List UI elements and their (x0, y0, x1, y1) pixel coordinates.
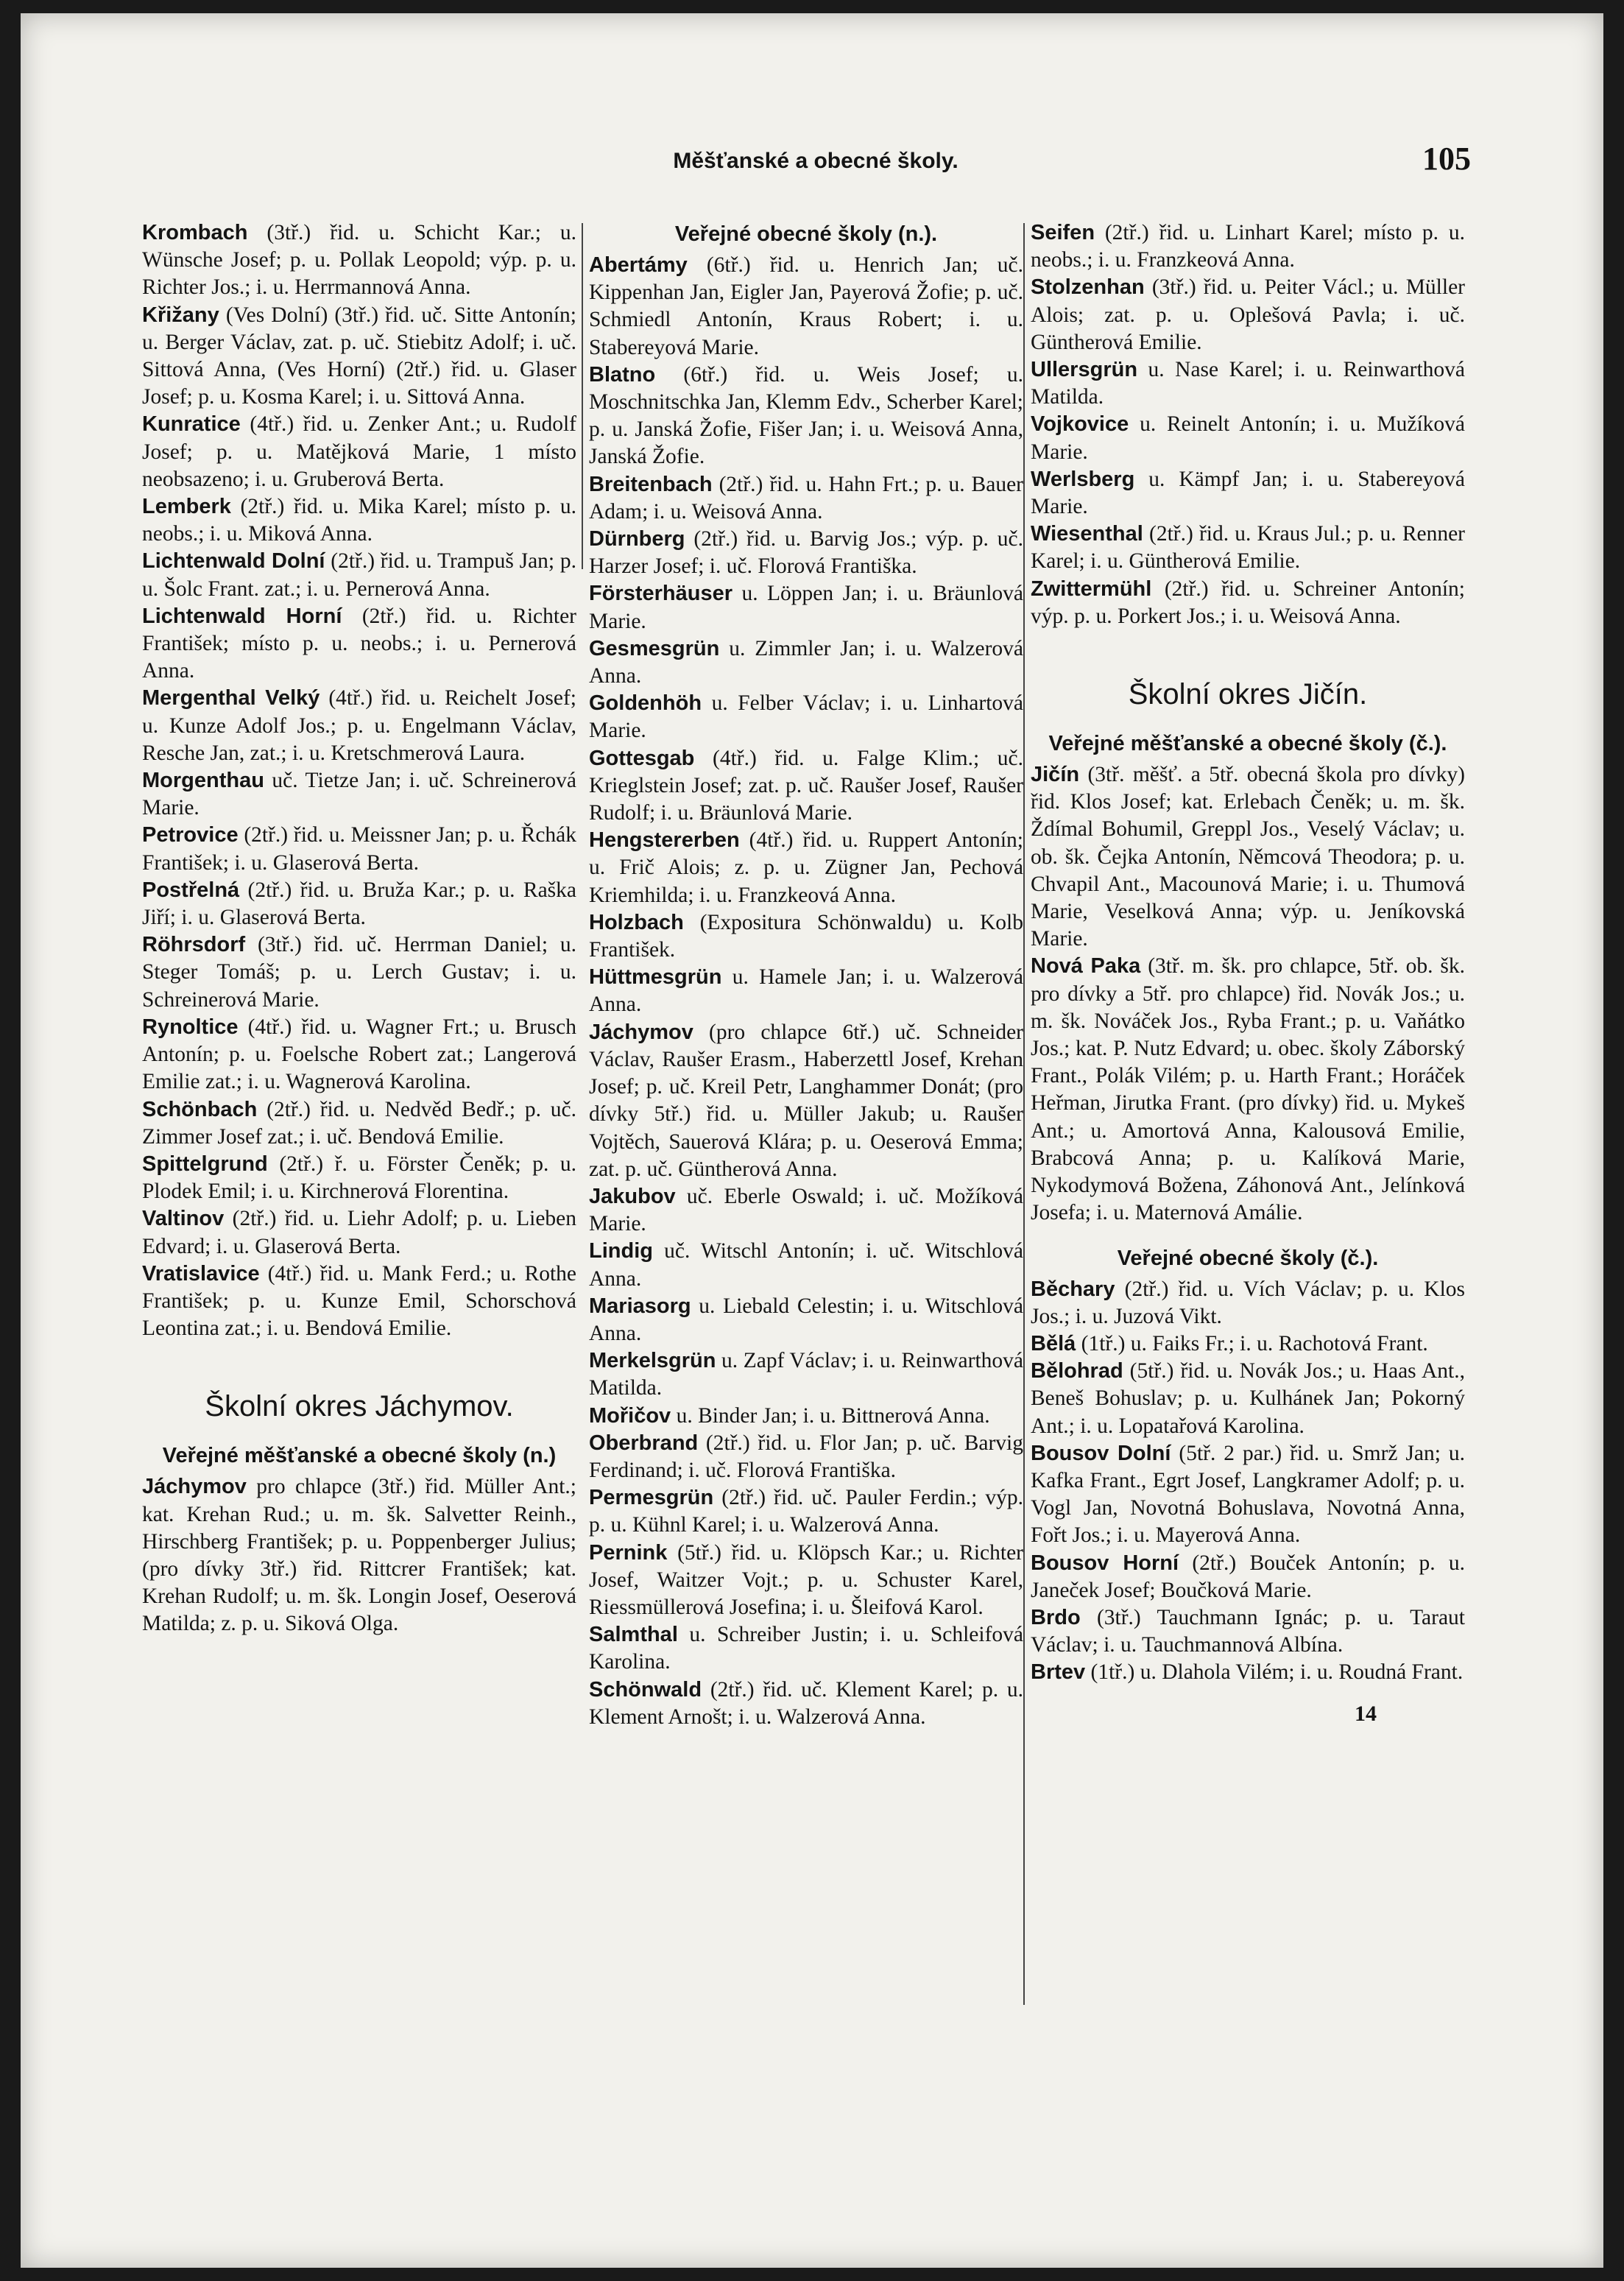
entry-text: (6tř.) řid. u. Weis Josef; u. Moschnitschka Jan, Klemm Edv., Scherber Karel; p. u. Janská Žofie, Fišer Jan; i. u. Weisová Anna, Janská Žofie. (589, 362, 1024, 469)
directory-entry (142, 302, 576, 412)
entry-text: (5tř.) řid. u. Novák Jos.; u. Haas Ant., Beneš Bohuslav; p. u. Kulhánek Jan; Pokorný Ant.; i. u. Lopatařová Karolina. (1031, 1359, 1465, 1438)
place-name: Werlsberg (1031, 467, 1135, 491)
entry-text: (2tř.) řid. u. Barvig Jos.; výp. p. uč. Harzer Josef; i. uč. Florová Františka. (589, 527, 1024, 579)
entry-text: (2tř.) řid. u. Linhart Karel; místo p. u. neobs.; i. u. Franzkeová Anna. (1031, 221, 1466, 272)
place-name: Jakubov (589, 1184, 676, 1208)
entry-text: (2tř.) řid. u. Nedvěd Bedř.; p. uč. Zimmer Josef zat.; i. uč. Bendová Emilie. (142, 1097, 577, 1149)
entry-text: (2tř.) řid. u. Schreiner Antonín; výp. p. u. Porkert Jos.; i. u. Weisová Anna. (1031, 577, 1466, 628)
entry-text: u. Löppen Jan; i. u. Bräunlová Marie. (589, 582, 1024, 633)
place-name: Gesmesgrün (589, 636, 720, 660)
entry-text: (5tř. 2 par.) řid. u. Smrž Jan; u. Kafka Frant., Egrt Josef, Langkramer Adolf; p. u. Vogl Jan, Novotná Bohuslava, Novotná Anna, Fořt Jos.; i. u. Mayerová Anna. (1031, 1441, 1465, 1548)
place-name: Vratislavice (142, 1261, 260, 1286)
entry-text: u. Liebald Celestin; i. u. Witschlová Anna. (589, 1294, 1024, 1345)
directory-entry (589, 745, 1023, 828)
directory-entry (589, 1540, 1023, 1622)
entry-text: (3tř. m. šk. pro chlapce, 5tř. ob. šk. pro dívky a 5tř. pro chlapce) řid. Novák Jos.; u. m. šk. Nováček Jos., Ryba Frant.; p. u. Vaňátko Jos.; kat. P. Nutz Edvard; u. obec. školy Záborský Frant., Polák Vilém; p. u. Harth Frant.; Horáček Heřman, Jirutka Frant. (pro dívky) řid. u. Mykeš Ant.; u. Amortová Anna, Kalousová Emilie, Brabcová Anna; p. u. Kalíková Marie, Nykodymová Božena, Záhonová Ant., Jelínková Josefa; i. u. Maternová Amálie. (1031, 954, 1466, 1225)
place-name: Seifen (1031, 221, 1095, 244)
directory-entry (1031, 521, 1465, 575)
subheading-mestanske-n: Veřejné měšťanské a obecné školy (n.) (162, 1444, 557, 1468)
place-name: Běchary (1031, 1277, 1115, 1301)
place-name: Mořičov (589, 1403, 671, 1428)
place-name: Rynoltice (142, 1015, 239, 1039)
entry-text: u. Kämpf Jan; i. u. Stabereyová Marie. (1031, 467, 1466, 519)
entry-text: (2tř.) řid. u. Mika Karel; místo p. u. neobs.; i. u. Miková Anna. (142, 495, 576, 546)
section-title-jachymov: Školní okres Jáchymov. (205, 1390, 514, 1423)
directory-entry (1031, 1604, 1465, 1659)
place-name: Morgenthau (142, 769, 264, 793)
directory-entry (589, 827, 1023, 909)
place-name: Breitenbach (589, 472, 713, 496)
entry-text: (5tř.) řid. u. Klöpsch Kar.; u. Richter Josef, Waitzer Vojt.; p. u. Schuster Karel, Riessmüllerová Josefina; i. u. Šleifová Karol. (589, 1540, 1023, 1619)
place-name: Ullersgrün (1031, 358, 1138, 382)
directory-entry (1031, 761, 1465, 953)
directory-entry (589, 964, 1023, 1018)
place-name: Spittelgrund (142, 1152, 268, 1176)
directory-entry (1031, 274, 1465, 356)
entry-text: u. Nase Karel; i. u. Reinwarthová Matilda. (1031, 358, 1465, 409)
entry-text: (2tř.) Bouček Antonín; p. u. Janeček Josef; Boučková Marie. (1031, 1551, 1465, 1602)
directory-entry (142, 219, 576, 302)
directory-entry (589, 1484, 1023, 1539)
directory-entry (1031, 1276, 1465, 1330)
entry-text: (2tř.) řid. u. Hahn Frt.; p. u. Bauer Adam; i. u. Weisová Anna. (589, 472, 1023, 523)
entry-text: (2tř.) řid. u. Trampuš Jan; p. u. Šolc Frant. zat.; i. u. Pernerová Anna. (142, 549, 576, 601)
directory-entry (142, 603, 576, 685)
directory-entry (1031, 1330, 1465, 1358)
place-name: Röhrsdorf (142, 933, 246, 957)
entry-text: (1tř.) u. Dlahola Vilém; i. u. Roudná Frant. (1090, 1660, 1464, 1685)
directory-entry (142, 548, 576, 602)
place-name: Försterhäuser (589, 582, 733, 606)
place-name: Dürnberg (589, 527, 685, 551)
place-name: Lindig (589, 1239, 653, 1263)
directory-entry (589, 1019, 1023, 1183)
place-name: Křižany (142, 303, 219, 327)
entry-text: u. Zapf Václav; i. u. Reinwarthová Matilda. (589, 1349, 1023, 1400)
entry-text: pro chlapce (3tř.) řid. Müller Ant.; kat. Krehan Rud.; u. m. šk. Salvetter Reinh., Hirschberg František; p. u. Poppenberger Julius; (pro dívky 3tř.) řid. Rittcrer František; kat. Krehan Rudolf; u. m. šk. Longin Josef, Oeserová Matilda; z. p. u. Siková Olga. (142, 1475, 576, 1636)
place-name: Bělohrad (1031, 1359, 1123, 1383)
place-name: Hengstererben (589, 828, 740, 853)
directory-entry (142, 1151, 576, 1205)
directory-entry (589, 526, 1023, 580)
entry-text: (3tř.) řid. u. Peiter Václ.; u. Müller Alois; zat. p. u. Oplešová Pavla; i. uč. Güntherová Emilie. (1031, 275, 1465, 354)
place-name: Salmthal (589, 1623, 678, 1647)
entry-text: u. Reinelt Antonín; i. u. Mužíková Marie. (1031, 412, 1465, 464)
place-name: Brtev (1031, 1660, 1086, 1685)
place-name: Bělá (1031, 1331, 1076, 1355)
entry-text: (3tř.) Tauchmann Ignác; p. u. Taraut Václav; i. u. Tauchmannová Albína. (1031, 1605, 1465, 1657)
entry-text: (2tř.) řid. uč. Pauler Ferdin.; výp. p. u. Kühnl Karel; i. u. Walzerová Anna. (589, 1486, 1023, 1537)
entry-text: u. Zimmler Jan; i. u. Walzerová Anna. (589, 636, 1024, 688)
directory-entry (589, 1347, 1023, 1402)
place-name: Bousov Horní (1031, 1551, 1179, 1575)
entry-text: (2tř.) řid. u. Kraus Jul.; p. u. Renner Karel; i. u. Güntherová Emilie. (1031, 522, 1466, 574)
entry-text: (2tř.) řid. uč. Klement Karel; p. u. Klement Arnošt; i. u. Walzerová Anna. (589, 1677, 1023, 1729)
entry-text: (4tř.) řid. u. Mank Ferd.; u. Rothe František; p. u. Kunze Emil, Schorschová Leontina zat.; i. u. Bendová Emilie. (142, 1261, 577, 1341)
entry-text: (2tř.) ř. u. Förster Čeněk; p. u. Plodek Emil; i. u. Kirchnerová Florentina. (142, 1152, 577, 1204)
place-name: Vojkovice (1031, 412, 1129, 437)
place-name: Mariasorg (589, 1294, 691, 1318)
directory-entry (142, 1261, 576, 1343)
directory-entry (589, 909, 1023, 964)
place-name: Gottesgab (589, 746, 695, 770)
directory-entry (589, 1430, 1023, 1484)
entry-text: (pro chlapce 6tř.) uč. Schneider Václav, Raušer Erasm., Haberzettl Josef, Krehan Josef; p. uč. Kreil Petr, Langhammer Donát; (pro dívky 5tř.) řid. u. Müller Jakub; u. Raušer Vojtěch, Sauerová Klára; p. u. Oeserová Emma; zat. p. uč. Güntherová Anna. (589, 1020, 1023, 1181)
place-name: Jáchymov (589, 1020, 693, 1044)
directory-entry (1031, 953, 1465, 1227)
directory-entry (1031, 576, 1465, 630)
entry-text: (4tř.) řid. u. Ruppert Antonín; u. Frič Alois; z. p. u. Zügner Jan, Pechová Kriemhilda; i. u. Franzkeová Anna. (589, 828, 1024, 907)
entry-text: uč. Tietze Jan; i. uč. Schreinerová Marie. (142, 769, 576, 820)
directory-entry (1031, 219, 1465, 274)
place-name: Oberbrand (589, 1431, 699, 1455)
directory-entry (142, 1096, 576, 1151)
directory-entry (142, 1473, 576, 1637)
place-name: Schönwald (589, 1677, 702, 1702)
directory-entry (142, 1205, 576, 1260)
entry-text: (2tř.) řid. u. Vích Václav; p. u. Klos Jos.; i. u. Juzová Vikt. (1031, 1277, 1466, 1328)
directory-entry (589, 690, 1023, 744)
directory-entry (589, 580, 1023, 635)
column-left (142, 219, 576, 1638)
place-name: Permesgrün (589, 1486, 714, 1510)
place-name: Bousov Dolní (1031, 1441, 1171, 1465)
column-divider (582, 223, 583, 569)
directory-entry (142, 822, 576, 876)
directory-entry (589, 635, 1023, 690)
directory-entry (142, 685, 576, 767)
page-number: 105 (1422, 141, 1471, 177)
place-name: Jičín (1031, 763, 1080, 787)
directory-entry (142, 411, 576, 493)
subheading-obecne-c: Veřejné obecné školy (č.). (1117, 1246, 1379, 1270)
directory-entry (142, 877, 576, 931)
place-name: Zwittermühl (1031, 577, 1152, 601)
directory-entry (589, 1293, 1023, 1347)
section-title-jicin: Školní okres Jičín. (1128, 678, 1368, 711)
place-name: Brdo (1031, 1605, 1081, 1629)
place-name: Mergenthal Velký (142, 686, 320, 711)
place-name: Lichtenwald Dolní (142, 549, 325, 574)
entry-text: (3tř.) řid. u. Schicht Kar.; u. Wünsche Josef; p. u. Pollak Leopold; výp. p. u. Richter Jos.; i. u. Herrmannová Anna. (142, 221, 577, 300)
directory-entry (142, 1014, 576, 1096)
entry-text: u. Felber Václav; i. u. Linhartová Marie. (589, 691, 1023, 743)
subheading-obecne-n: Veřejné obecné školy (n.). (674, 222, 938, 246)
entry-text: (Ves Dolní) (3tř.) řid. uč. Sitte Antonín; u. Berger Václav, zat. p. uč. Stiebitz Adolf; i. uč. Sittová Anna, (Ves Horní) (2tř.) řid. u. Glaser Josef; p. u. Kosma Karel; i. u. Sittová Anna. (142, 303, 576, 409)
directory-entry (142, 493, 576, 548)
place-name: Abertámy (589, 253, 688, 277)
place-name: Nová Paka (1031, 954, 1141, 979)
directory-entry (589, 1677, 1023, 1731)
entry-text: (2tř.) řid. u. Meissner Jan; p. u. Řchák František; i. u. Glaserová Berta. (142, 823, 577, 875)
signature-number: 14 (1355, 1701, 1377, 1726)
place-name: Lemberk (142, 495, 231, 519)
entry-text: (1tř.) u. Faiks Fr.; i. u. Rachotová Frant. (1081, 1331, 1428, 1355)
entry-text: (3tř.) řid. uč. Herrman Daniel; u. Steger Tomáš; p. u. Lerch Gustav; i. u. Schreinerová Marie. (142, 933, 576, 1012)
entry-text: (4tř.) řid. u. Falge Klim.; uč. Krieglstein Josef; zat. p. uč. Raušer Josef, Raušer Rudolf; i. u. Bräunlová Marie. (589, 746, 1023, 825)
directory-entry (1031, 1659, 1465, 1686)
directory-entry (1031, 1440, 1465, 1550)
page-header (160, 140, 1471, 184)
directory-entry (589, 1403, 1023, 1430)
directory-entry (589, 471, 1023, 526)
entry-text: uč. Eberle Oswald; i. uč. Možíková Marie. (589, 1184, 1023, 1236)
entry-text: (3tř. měšť. a 5tř. obecná škola pro dívky) řid. Klos Josef; kat. Erlebach Čeněk; u. m. šk. Ždímal Bohumil, Greppl Jos., Veselý Václav; u. ob. šk. Čejka Antonín, Němcová Theodora; p. u. Chvapil Ant., Macounová Marie; i. u. Thumová Marie, Veselková Anna; výp. u. Jeníkovská Marie. (1031, 763, 1465, 951)
subheading-mestanske-c: Veřejné měšťanské a obecné školy (č.). (1048, 732, 1447, 756)
column-divider (1023, 223, 1025, 2005)
directory-entry (589, 362, 1023, 471)
directory-entry (589, 1183, 1023, 1238)
entry-text: u. Binder Jan; i. u. Bittnerová Anna. (676, 1403, 990, 1428)
place-name: Kunratice (142, 412, 241, 437)
place-name: Holzbach (589, 910, 684, 934)
place-name: Pernink (589, 1540, 668, 1565)
directory-entry (1031, 1550, 1465, 1604)
entry-text: (4tř.) řid. u. Zenker Ant.; u. Rudolf Josef; p. u. Matějková Marie, 1 místo neobsazeno; i. u. Gruberová Berta. (142, 412, 576, 491)
entry-text: uč. Witschl Antonín; i. uč. Witschlová Anna. (589, 1239, 1024, 1291)
document-page (21, 13, 1603, 2268)
directory-entry (142, 767, 576, 822)
page-title: Měšťanské a obecné školy. (673, 149, 958, 173)
directory-entry (589, 1238, 1023, 1292)
column-right (1031, 219, 1465, 1727)
directory-entry (589, 1621, 1023, 1676)
directory-entry (1031, 1358, 1465, 1440)
entry-text: (2tř.) řid. u. Richter František; místo p. u. neobs.; i. u. Pernerová Anna. (142, 604, 577, 683)
place-name: Wiesenthal (1031, 522, 1143, 546)
entry-text: u. Hamele Jan; i. u. Walzerová Anna. (589, 965, 1023, 1017)
directory-entry (1031, 466, 1465, 521)
entry-text: (4tř.) řid. u. Reichelt Josef; u. Kunze Adolf Jos.; p. u. Engelmann Václav, Resche Jan, zat.; i. u. Kretschmerová Laura. (142, 686, 576, 765)
directory-entry (1031, 411, 1465, 465)
directory-entry (589, 252, 1023, 362)
place-name: Hüttmesgrün (589, 965, 722, 990)
entry-text: (4tř.) řid. u. Wagner Frt.; u. Brusch Antonín; p. u. Foelsche Robert zat.; Langerová Emilie zat.; i. u. Wagnerová Karolina. (142, 1015, 577, 1094)
place-name: Postřelná (142, 878, 240, 902)
directory-entry (1031, 356, 1465, 411)
place-name: Jáchymov (142, 1475, 247, 1499)
entry-text: (2tř.) řid. u. Liehr Adolf; p. u. Lieben Edvard; i. u. Glaserová Berta. (142, 1207, 576, 1258)
place-name: Schönbach (142, 1097, 258, 1121)
entry-text: u. Schreiber Justin; i. u. Schleifová Karolina. (589, 1623, 1023, 1674)
place-name: Lichtenwald Horní (142, 604, 342, 628)
entry-text: (6tř.) řid. u. Henrich Jan; uč. Kippenhan Jan, Eigler Jan, Payerová Žofie; p. uč. Schmiedl Antonín, Kraus Robert; i. u. Stabereyová Marie. (589, 253, 1024, 359)
column-middle (589, 219, 1023, 1731)
place-name: Krombach (142, 221, 248, 244)
entry-text: (2tř.) řid. u. Flor Jan; p. uč. Barvig Ferdinand; i. uč. Florová Františka. (589, 1431, 1023, 1482)
place-name: Goldenhöh (589, 691, 702, 716)
entry-text: (Expositura Schönwaldu) u. Kolb František. (589, 910, 1023, 962)
place-name: Stolzenhan (1031, 275, 1145, 300)
place-name: Petrovice (142, 823, 239, 847)
place-name: Blatno (589, 362, 656, 387)
place-name: Merkelsgrün (589, 1349, 716, 1373)
entry-text: (2tř.) řid. u. Bruža Kar.; p. u. Raška Jiří; i. u. Glaserová Berta. (142, 878, 576, 930)
directory-entry (142, 931, 576, 1014)
place-name: Valtinov (142, 1207, 225, 1231)
